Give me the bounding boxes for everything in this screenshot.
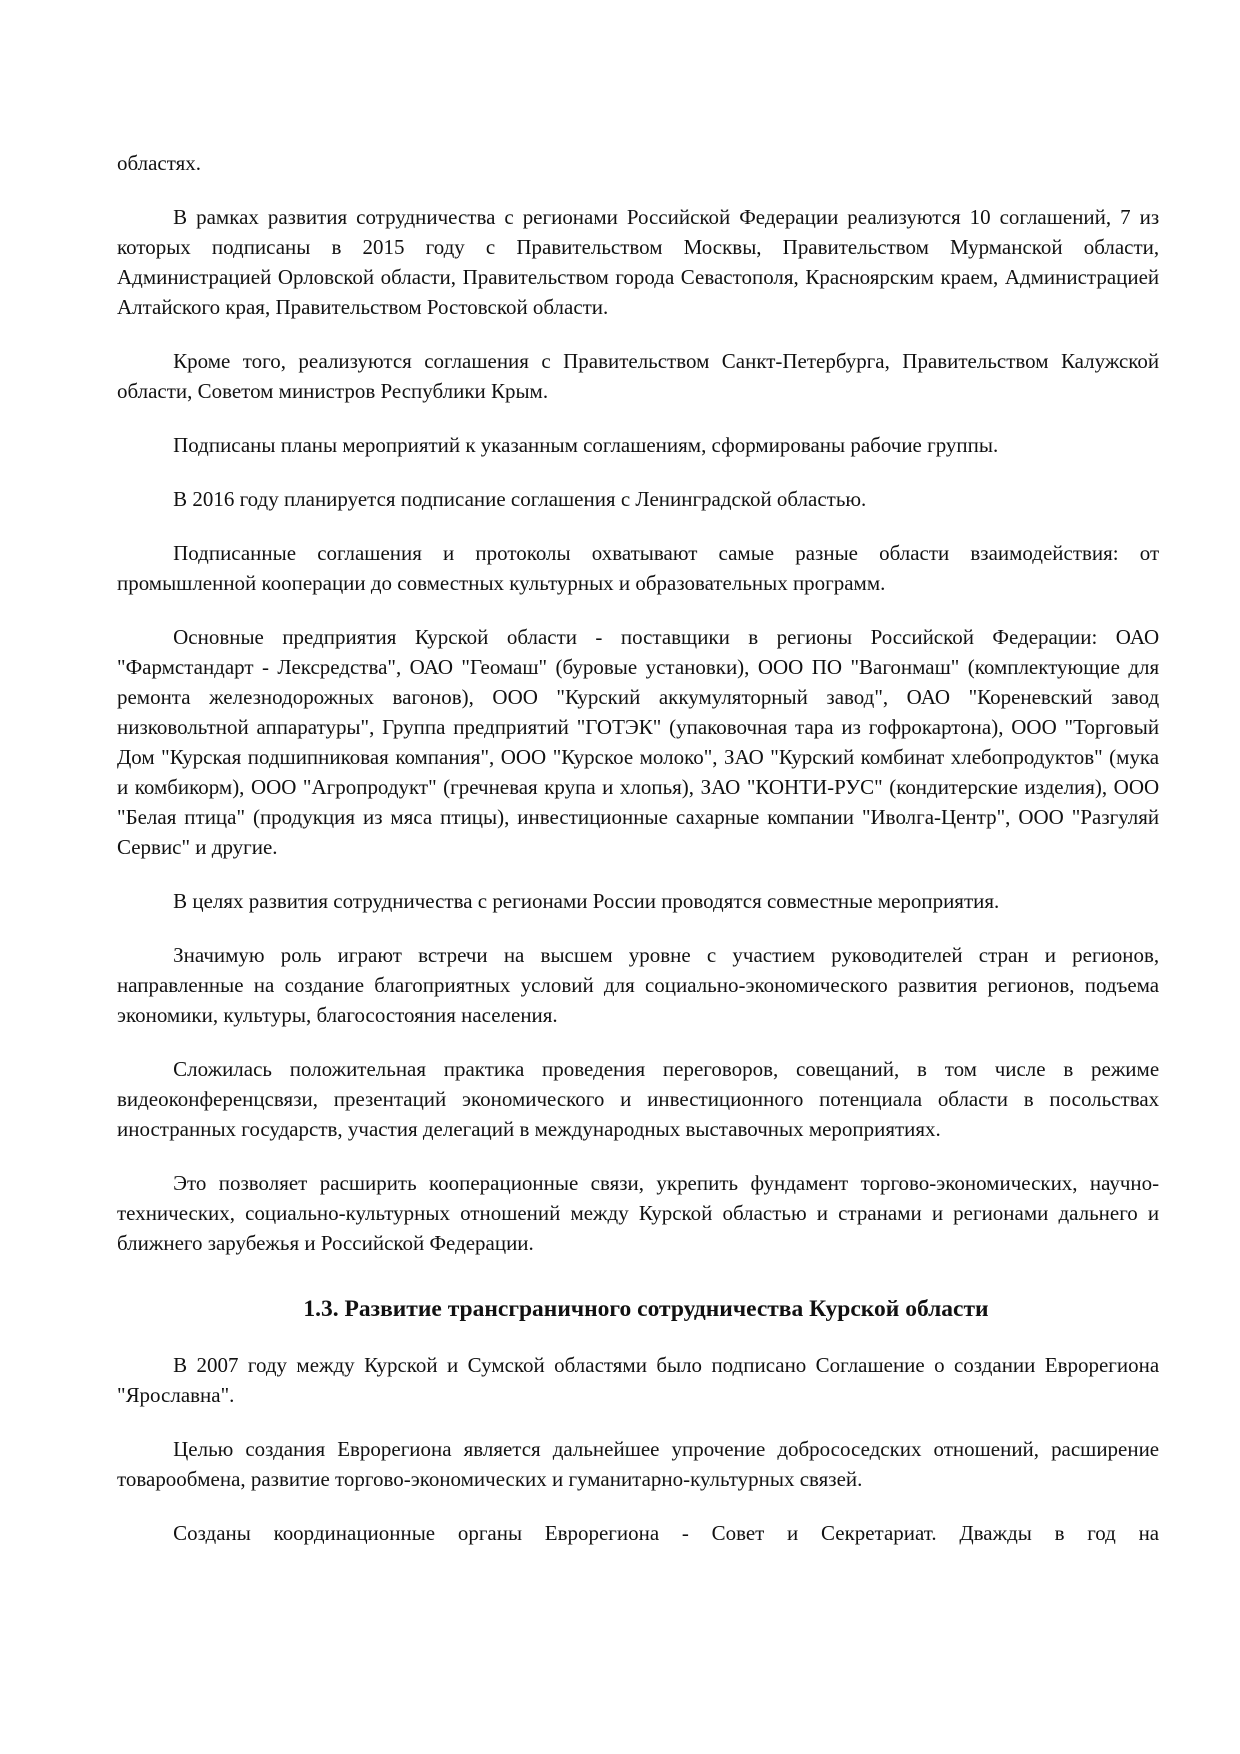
section-heading: 1.3. Развитие трансграничного сотрудничества Курской области (303, 1296, 989, 1322)
paragraph-positive-practice: Сложилась положительная практика проведения переговоров, совещаний, в том числе в режиме видеоконференцсвязи, презентаций экономического и инвестиционного потенциала области в посольствах иностранных государств, участия делегаций в международных выставочных мероприятиях. (117, 1057, 1160, 1141)
paragraph-cooperation-areas: Подписанные соглашения и протоколы охватывают самые разные области взаимодействия: от промышленной кооперации до совместных культурных и образовательных программ. (117, 541, 1160, 595)
paragraph-additional-agreements: Кроме того, реализуются соглашения с Правительством Санкт-Петербурга, Правительством Калужской области, Советом министров Республики Крым. (117, 349, 1160, 403)
paragraph-euroregion-bodies: Созданы координационные органы Еврорегиона - Совет и Секретариат. Дважды в год на (173, 1521, 1160, 1545)
paragraph-main-enterprises: Основные предприятия Курской области - поставщики в регионы Российской Федерации: ОАО "Фармстандарт - Лексредства", ОАО "Геомаш" (буровые установки), ООО ПО "Вагонмаш" (комплектующие для ремонта железнодорожных вагонов), ООО "Курский аккумуляторный завод", ОАО "Кореневский завод низковольтной аппаратуры", Группа предприятий "ГОТЭК" (упаковочная тара из гофрокартона), ООО "Торговый Дом "Курская подшипниковая компания", ООО "Курское молоко", ЗАО "Курский комбинат хлебопродуктов" (мука и комбикорм), ООО "Агропродукт" (гречневая крупа и хлопья), ЗАО "КОНТИ-РУС" (кондитерские изделия), ООО "Белая птица" (продукция из мяса птицы), инвестиционные сахарные компании "Иволга-Центр", ООО "Разгуляй Сервис" и другие. (117, 625, 1160, 859)
paragraph-continuation: областях. (117, 151, 202, 175)
paragraph-joint-events: В целях развития сотрудничества с регионами России проводятся совместные мероприятия. (173, 889, 1000, 913)
paragraph-regional-agreements: В рамках развития сотрудничества с регионами Российской Федерации реализуются 10 соглашений, 7 из которых подписаны в 2015 году с Правительством Москвы, Правительством Мурманской области, Администрацией Орловской области, Правительством города Севастополя, Красноярским краем, Администрацией Алтайского края, Правительством Ростовской области. (117, 205, 1160, 319)
paragraph-action-plans: Подписаны планы мероприятий к указанным соглашениям, сформированы рабочие группы. (173, 433, 999, 457)
paragraph-euroregion-goal: Целью создания Еврорегиона является дальнейшее упрочение добрососедских отношений, расширение товарообмена, развитие торгово-экономических и гуманитарно-культурных связей. (117, 1437, 1160, 1491)
paragraph-leningrad-plan: В 2016 году планируется подписание соглашения с Ленинградской областью. (173, 487, 867, 511)
document-page (117, 148, 1175, 1572)
paragraph-high-level-meetings: Значимую роль играют встречи на высшем уровне с участием руководителей стран и регионов, направленные на создание благоприятных условий для социально-экономического развития регионов, подъема экономики, культуры, благосостояния населения. (117, 943, 1160, 1027)
paragraph-euroregion-agreement: В 2007 году между Курской и Сумской областями было подписано Соглашение о создании Еврорегиона "Ярославна". (117, 1353, 1160, 1407)
paragraph-cooperation-benefits: Это позволяет расширить кооперационные связи, укрепить фундамент торгово-экономических, научно-технических, социально-культурных отношений между Курской областью и странами и регионами дальнего и ближнего зарубежья и Российской Федерации. (117, 1171, 1160, 1255)
